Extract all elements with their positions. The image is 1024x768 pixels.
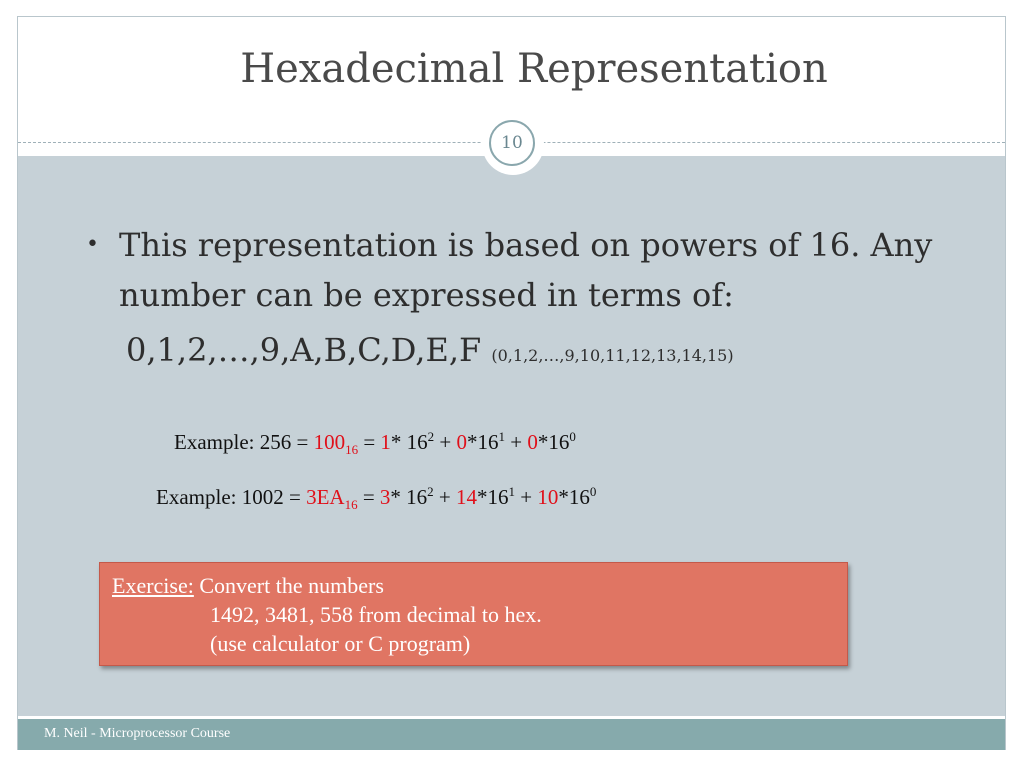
equals: = xyxy=(358,430,381,454)
hex-digits: 0,1,2,…,9,A,B,C,D,E,F xyxy=(126,331,482,369)
coefficient: 10 xyxy=(537,485,559,509)
term: * 16 xyxy=(390,430,428,454)
coefficient: 0 xyxy=(527,430,538,454)
plus: + xyxy=(433,485,457,509)
example-prefix: Example: 1002 = xyxy=(156,485,307,509)
slide-title: Hexadecimal Representation xyxy=(240,46,828,92)
base-subscript: 16 xyxy=(344,497,358,513)
hex-digits-line xyxy=(126,331,734,369)
plus: + xyxy=(505,430,528,454)
hex-value-leading-digit: 3 xyxy=(306,485,317,509)
exponent: 1 xyxy=(508,484,516,499)
coefficient: 1 xyxy=(380,430,391,454)
exponent: 0 xyxy=(569,429,576,444)
example-1002 xyxy=(156,484,596,513)
coefficient: 0 xyxy=(456,430,468,454)
term: *16 xyxy=(477,485,509,509)
base-subscript: 16 xyxy=(345,442,359,458)
exercise-line-1 xyxy=(112,571,384,600)
hex-digits-decimal-values: (0,1,2,…,9,10,11,12,13,14,15) xyxy=(491,346,734,365)
coefficient: 3 xyxy=(379,485,391,509)
term: *16 xyxy=(537,430,570,454)
term: *16 xyxy=(558,485,590,509)
exponent: 0 xyxy=(589,484,597,499)
exercise-box xyxy=(99,562,848,666)
hex-value: 100 xyxy=(313,430,346,454)
exercise-hint: (use calculator or C program) xyxy=(210,631,471,656)
exercise-numbers: 1492, 3481, 558 from decimal to hex. xyxy=(210,602,542,627)
example-prefix: Example: 256 = xyxy=(174,430,314,454)
bullet-marker: • xyxy=(86,232,99,257)
exercise-label: Exercise: xyxy=(112,573,194,598)
term: *16 xyxy=(467,430,499,454)
coefficient: 14 xyxy=(456,485,478,509)
plus: + xyxy=(434,430,457,454)
exercise-instruction: Convert the numbers xyxy=(193,573,384,598)
example-256 xyxy=(174,429,576,458)
footer-text: M. Neil - Microprocessor Course xyxy=(44,726,231,741)
page-number: 10 xyxy=(489,120,535,166)
exponent: 1 xyxy=(498,429,506,444)
hex-value-rest: EA xyxy=(316,485,345,509)
bullet-text: This representation is based on powers of 16. Any number can be expressed in terms of: xyxy=(119,226,933,314)
equals: = xyxy=(357,485,380,509)
term: * 16 xyxy=(390,485,428,509)
exponent: 2 xyxy=(427,484,434,499)
footer-bar xyxy=(18,719,1005,750)
plus: + xyxy=(515,485,538,509)
exponent: 2 xyxy=(427,429,435,444)
